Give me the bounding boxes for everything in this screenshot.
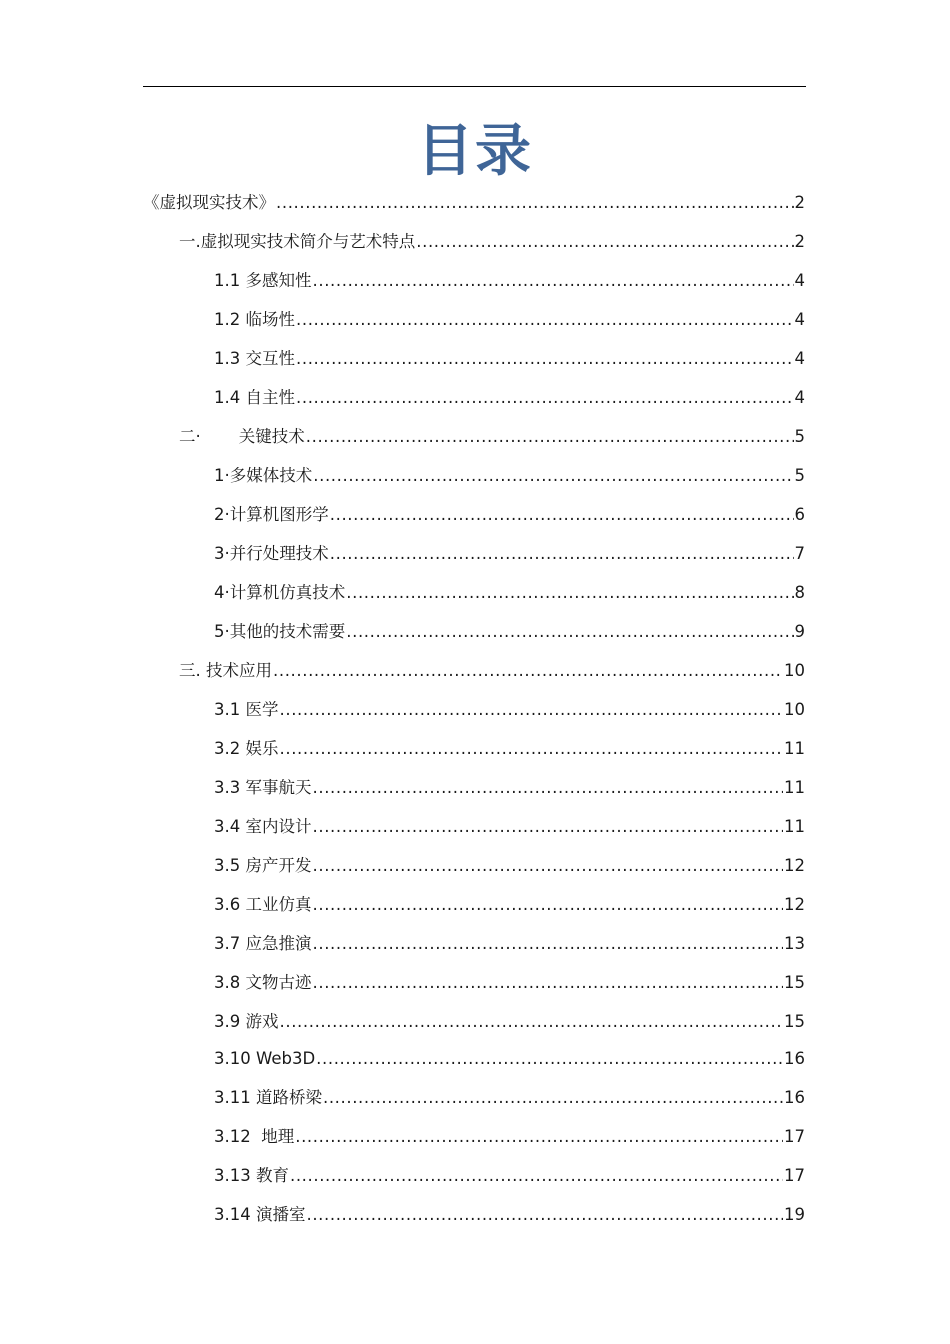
toc-entry[interactable] (214, 932, 805, 956)
toc-entry-label: 《虚拟现实技术》 (143, 193, 275, 212)
toc-dot-leader (280, 1010, 784, 1034)
toc-entry-page: 4 (794, 388, 805, 407)
toc-entry[interactable] (214, 854, 805, 878)
toc-entry-page: 6 (794, 505, 805, 524)
toc-entry-label: 3.1 医学 (214, 700, 279, 719)
toc-entry-label: 3.4 室内设计 (214, 817, 312, 836)
toc-dot-leader (296, 386, 794, 410)
toc-entry-page: 19 (784, 1205, 805, 1224)
toc-entry-label: 3.7 应急推演 (214, 934, 312, 953)
toc-entry-page: 10 (784, 700, 805, 719)
toc-dot-leader (313, 932, 784, 956)
toc-entry-page: 13 (784, 934, 805, 953)
toc-entry[interactable] (214, 308, 805, 332)
toc-entry-label: 3·并行处理技术 (214, 544, 329, 563)
toc-entry-page: 11 (784, 739, 805, 758)
toc-entry[interactable] (214, 971, 805, 995)
toc-entry-label: 1·多媒体技术 (214, 466, 313, 485)
toc-dot-leader (273, 659, 783, 683)
toc-entry-label: 3.2 娱乐 (214, 739, 279, 758)
toc-entry[interactable] (214, 776, 805, 800)
toc-dot-leader (313, 854, 784, 878)
page-title: 目录 (417, 119, 533, 184)
toc-entry[interactable] (214, 581, 805, 605)
toc-entry-label: 3.13 教育 (214, 1166, 289, 1185)
toc-entry[interactable] (214, 1125, 805, 1149)
toc-entry[interactable] (214, 269, 805, 293)
toc-dot-leader (313, 815, 784, 839)
toc-entry-page: 4 (794, 310, 805, 329)
toc-dot-leader (313, 464, 793, 488)
toc-dot-leader (296, 347, 794, 371)
toc-entry[interactable] (214, 386, 805, 410)
toc-entry-label: 1.4 自主性 (214, 388, 295, 407)
toc-entry-page: 11 (784, 817, 805, 836)
toc-dot-leader (346, 620, 793, 644)
toc-entry-label (179, 425, 305, 449)
toc-dot-leader (313, 776, 784, 800)
toc-dot-leader (346, 581, 793, 605)
toc-entry-page: 5 (794, 427, 805, 446)
toc-dot-leader (316, 1047, 783, 1071)
toc-dot-leader (330, 503, 794, 527)
toc-entry[interactable] (179, 230, 805, 254)
toc-dot-leader (313, 971, 784, 995)
toc-entry[interactable] (214, 464, 805, 488)
toc-entry[interactable] (214, 1086, 805, 1110)
toc-entry[interactable] (214, 1047, 805, 1071)
toc-entry-label: 3.14 演播室 (214, 1205, 306, 1224)
toc-dot-leader (306, 425, 794, 449)
toc-entry[interactable] (214, 698, 805, 722)
toc-entry[interactable] (179, 425, 805, 449)
toc-dot-leader (313, 269, 794, 293)
toc-entry-page: 17 (784, 1127, 805, 1146)
toc-entry-label: 3.9 游戏 (214, 1012, 279, 1031)
toc-entry-page: 16 (784, 1088, 805, 1107)
toc-entry-page: 11 (784, 778, 805, 797)
toc-entry-label: 3.11 道路桥梁 (214, 1088, 322, 1107)
toc-entry-label: 1.1 多感知性 (214, 271, 312, 290)
toc-entry-label: 三. 技术应用 (179, 661, 272, 680)
toc-entry-page: 15 (784, 973, 805, 992)
toc-dot-leader (306, 1203, 783, 1227)
toc-entry-page: 12 (784, 856, 805, 875)
toc-entry-page: 2 (794, 193, 805, 212)
header-rule (143, 86, 806, 87)
toc-entry-page: 4 (794, 271, 805, 290)
toc-dot-leader (280, 737, 784, 761)
toc-entry-label: 2·计算机图形学 (214, 505, 329, 524)
toc-entry[interactable] (214, 542, 805, 566)
toc-entry-text: 关键技术 (238, 427, 305, 446)
toc-entry-label: 一.虚拟现实技术简介与艺术特点 (179, 232, 416, 251)
toc-dot-leader (280, 698, 784, 722)
toc-dot-leader (296, 308, 794, 332)
toc-entry-page: 10 (784, 661, 805, 680)
toc-entry-label: 3.5 房产开发 (214, 856, 312, 875)
toc-entry-page: 5 (794, 466, 805, 485)
toc-entry[interactable] (179, 659, 805, 683)
toc-entry-label: 3.3 军事航天 (214, 778, 312, 797)
toc-entry-label: 1.3 交互性 (214, 349, 295, 368)
toc-entry-page: 4 (794, 349, 805, 368)
toc-entry-number: 二· (179, 427, 201, 446)
toc-dot-leader (290, 1164, 783, 1188)
toc-entry-label: 3.8 文物古迹 (214, 973, 312, 992)
toc-entry-label: 3.10 Web3D (214, 1049, 316, 1068)
toc-entry[interactable] (214, 620, 805, 644)
toc-entry[interactable] (214, 815, 805, 839)
toc-entry-page: 17 (784, 1166, 805, 1185)
toc-entry[interactable] (143, 191, 805, 215)
toc-entry-page: 2 (794, 232, 805, 251)
toc-entry-page: 7 (794, 544, 805, 563)
toc-entry[interactable] (214, 1164, 805, 1188)
toc-entry-label: 5·其他的技术需要 (214, 622, 346, 641)
toc-entry-page: 9 (794, 622, 805, 641)
toc-dot-leader (313, 893, 784, 917)
toc-entry[interactable] (214, 737, 805, 761)
toc-entry-label: 4·计算机仿真技术 (214, 583, 346, 602)
toc-dot-leader (330, 542, 794, 566)
toc-entry-page: 15 (784, 1012, 805, 1031)
toc-entry-label: 3.12 地理 (214, 1127, 295, 1146)
toc-entry[interactable] (214, 893, 805, 917)
toc-entry[interactable] (214, 503, 805, 527)
toc-entry-label: 1.2 临场性 (214, 310, 295, 329)
toc-entry[interactable] (214, 1010, 805, 1034)
toc-entry-page: 12 (784, 895, 805, 914)
toc-entry-page: 16 (784, 1049, 805, 1068)
toc-dot-leader (323, 1086, 783, 1110)
toc-dot-leader (276, 191, 794, 215)
toc-entry[interactable] (214, 347, 805, 371)
toc-entry[interactable] (214, 1203, 805, 1227)
toc-dot-leader (295, 1125, 783, 1149)
toc-entry-page: 8 (794, 583, 805, 602)
toc-entry-label: 3.6 工业仿真 (214, 895, 312, 914)
toc-dot-leader (416, 230, 793, 254)
